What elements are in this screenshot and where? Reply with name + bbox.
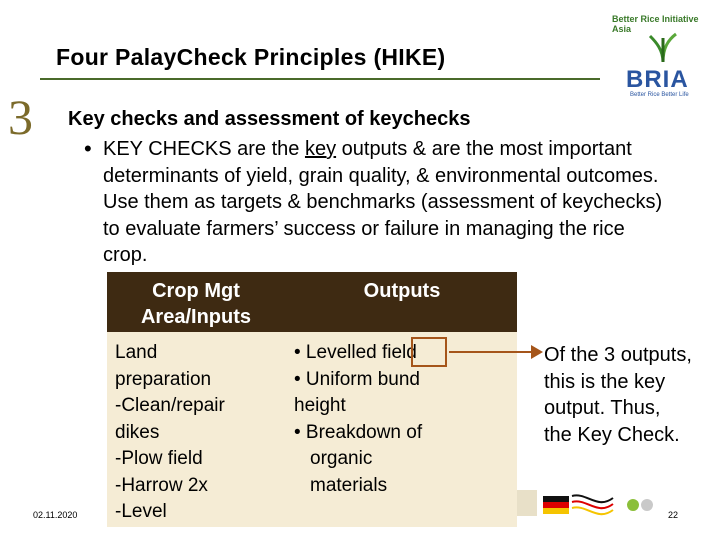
output-line: • Breakdown of <box>294 421 423 443</box>
crop-mgt-line: Land <box>115 342 158 363</box>
bullet-prefix: KEY CHECKS are the <box>103 138 305 160</box>
callout-line: this is the key <box>544 370 666 393</box>
bullet-dot: • <box>84 136 92 161</box>
crop-mgt-line: -Harrow 2x <box>115 474 208 496</box>
bullet-key-word: key <box>304 138 337 160</box>
callout-line: the Key Check. <box>544 423 680 446</box>
logo-tagline: Better Rice Better Life <box>630 92 689 98</box>
highlight-box <box>411 337 447 367</box>
crop-mgt-line: dikes <box>115 421 160 443</box>
arrow-right-icon <box>531 345 543 359</box>
crop-mgt-line: -Level <box>115 501 167 522</box>
crop-mgt-header-line2: Area/Inputs <box>140 306 252 328</box>
output-line: height <box>294 395 346 416</box>
bullet-suffix: outputs & are the most important determinants of yield, grain quality, & environmental outcomes. Use them as targets & benchmarks (assessment of keychecks) to evaluate farmers’ success or failure in managing the rice crop. <box>103 138 663 266</box>
crop-management-table <box>107 272 517 527</box>
crop-mgt-column <box>115 340 225 526</box>
rice-plant-icon <box>646 30 680 64</box>
callout-arrow-line <box>449 351 537 353</box>
crop-mgt-header-line1: Crop Mgt <box>152 280 240 302</box>
output-line: materials <box>310 474 388 496</box>
output-line: organic <box>310 448 373 469</box>
page-number: 22 <box>668 510 679 520</box>
output-line: • Levelled field <box>294 342 417 363</box>
principle-number: 3 <box>8 89 33 145</box>
callout-line: output. Thus, <box>544 397 661 419</box>
crop-mgt-header <box>107 278 285 330</box>
title-underline <box>40 78 600 80</box>
table-header <box>107 272 517 332</box>
slide-date: 02.11.2020 <box>33 510 78 520</box>
slide-title: Four PalayCheck Principles (HIKE) <box>56 44 446 70</box>
callout-line: Of the 3 outputs, <box>544 344 692 366</box>
bria-logo <box>612 14 716 96</box>
bullet-text <box>103 136 673 269</box>
crop-mgt-line: -Plow field <box>115 448 203 469</box>
crop-mgt-line: -Clean/repair <box>115 395 225 416</box>
logo-name: BRIA <box>626 66 689 93</box>
key-check-callout <box>544 342 720 448</box>
crop-mgt-line: preparation <box>115 368 212 390</box>
section-heading: Key checks and assessment of keychecks <box>68 108 471 130</box>
logo-arc-text: Better Rice Initiative Asia <box>612 14 699 34</box>
outputs-column <box>294 340 422 499</box>
output-line: • Uniform bund <box>294 368 420 390</box>
partner-logos <box>517 484 667 524</box>
outputs-header: Outputs <box>363 280 441 302</box>
